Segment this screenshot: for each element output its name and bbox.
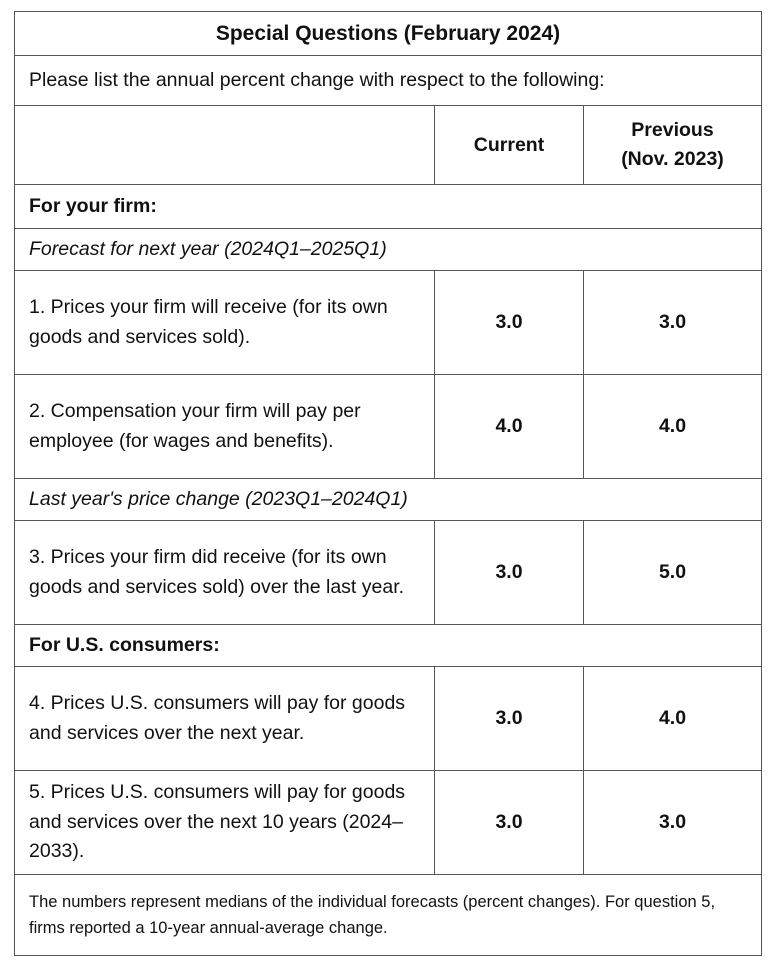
table-row	[15, 521, 761, 625]
section-label-firm: For your firm:	[29, 195, 157, 217]
question-text: 5. Prices U.S. consumers will pay for goods and services over the next 10 years (2024–2033).	[29, 781, 406, 863]
section-row-consumers	[15, 625, 761, 667]
column-header-row	[15, 106, 761, 185]
current-value: 3.0	[434, 771, 583, 874]
table-row	[15, 667, 761, 771]
instruction-row	[15, 56, 761, 106]
previous-value: 4.0	[583, 375, 761, 478]
previous-value: 5.0	[583, 521, 761, 624]
current-value: 3.0	[434, 521, 583, 624]
previous-value: 3.0	[583, 771, 761, 874]
current-value: 3.0	[434, 667, 583, 770]
question-text: 4. Prices U.S. consumers will pay for goods and services over the next year.	[29, 692, 406, 744]
col-header-previous-line1: Previous	[631, 119, 714, 141]
table-row	[15, 271, 761, 375]
footnote-text: The numbers represent medians of the individual forecasts (percent changes). For question 5, firms reported a 10-year annual-average change.	[29, 893, 716, 937]
question-text: 3. Prices your firm did receive (for its own goods and services sold) over the last year.	[29, 546, 405, 598]
blank-header-cell	[15, 106, 434, 184]
section-row-firm	[15, 185, 761, 229]
subsection-label-lastyear: Last year's price change (2023Q1–2024Q1)	[29, 488, 408, 510]
col-header-current: Current	[434, 106, 583, 184]
col-header-previous	[583, 106, 761, 184]
question-text: 1. Prices your firm will receive (for its own goods and services sold).	[29, 296, 388, 348]
table-row	[15, 771, 761, 875]
question-text: 2. Compensation your firm will pay per employee (for wages and benefits).	[29, 400, 361, 452]
table-row	[15, 375, 761, 479]
instruction-text: Please list the annual percent change with respect to the following:	[29, 69, 605, 91]
col-header-previous-line2: (Nov. 2023)	[621, 148, 724, 170]
previous-value: 4.0	[583, 667, 761, 770]
previous-value: 3.0	[583, 271, 761, 374]
table-title: Special Questions (February 2024)	[215, 21, 561, 45]
special-questions-table	[14, 11, 762, 956]
footnote-row	[15, 875, 761, 955]
title-row	[15, 12, 761, 56]
subsection-row-forecast	[15, 229, 761, 271]
current-value: 4.0	[434, 375, 583, 478]
section-label-consumers: For U.S. consumers:	[29, 634, 220, 656]
subsection-label-forecast: Forecast for next year (2024Q1–2025Q1)	[29, 238, 387, 260]
current-value: 3.0	[434, 271, 583, 374]
subsection-row-lastyear	[15, 479, 761, 521]
